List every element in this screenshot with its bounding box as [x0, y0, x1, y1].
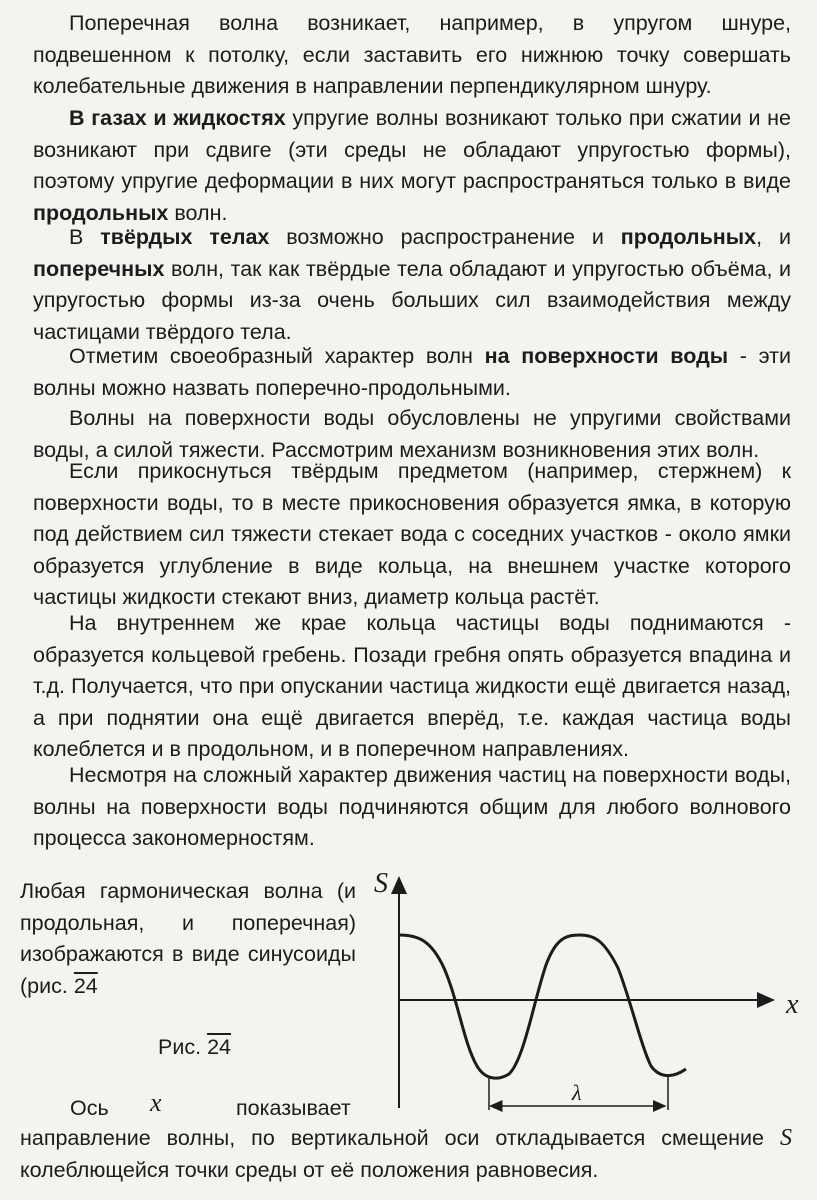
- textbook-page: Поперечная волна возникает, например, в упругом шнуре, подвешенном к потолку, если заставить его нижнюю точку совершать колебательные движения в направлении перпендикулярном шнуру. В газах и жидкостях упругие волны возникают только при сжатии и не возникают при сдвиге (эти среды не обладают упругостью формы), поэтому упругие деформации в них могут распространяться только в виде продольных волн. В твёрдых телах возможно распространение и продольных, и поперечных волн, так как твёрдые тела обладают и упругостью объёма, и упругостью формы из-за очень больших сил взаимодействия между частицами твёрдого тела. Отметим своеобразный характер волн на поверхности воды - эти волны можно назвать поперечно-продольными. Волны на поверхности воды обусловлены не упругими свойствами воды, а силой тяжести. Рассмотрим механизм возникновения этих волн. Если прикоснуться твёрдым предметом (например, стержнем) к поверхности воды, то в месте прикосновения образуется ямка, в которую под действием сил тяжести стекает вода с соседних участков - около ямки образуется углубление в виде кольца, на внешнем участке которого частицы жидкости стекают вниз, диаметр кольца растёт. На внутреннем же крае кольца частицы воды поднимаются - образуется кольцевой гребень. Позади гребня опять образуется впадина и т.д. Получается, что при опускании частица жидкости ещё двигается назад, а при поднятии она ещё двигается вперёд, т.е. каждая частица воды колеблется и в продольном, и в поперечном направлениях. Несмотря на сложный характер движения частиц на поверхности воды, волны на поверхности воды подчиняются общим для любого волнового процесса закономерностям. Любая гармоническая волна (и продольная, и поперечная) изображаются в виде синусоиды (рис. 24 Рис. 24 S x λ Ось x показывает направление волны, по вертикальной оси откладывается смещение S колеблющейся точки среды от её положения равновесия.: [0, 0, 817, 1200]
- paragraph-solids: В твёрдых телах возможно распространение и продольных, и поперечных волн, так как твёрдые тела обладают и упругостью объёма, и упругостью формы из-за очень больших сил взаимодействия между частицами твёрдого тела.: [33, 225, 791, 344]
- paragraph-mechanism: Если прикоснуться твёрдым предметом (например, стержнем) к поверхности воды, то в месте прикосновения образуется ямка, в которую под действием сил тяжести стекает вода с соседних участков - около ямки образуется углубление в виде кольца, на внешнем участке которого частицы жидкости стекают вниз, диаметр кольца растёт.: [33, 459, 791, 609]
- paragraph-inner-ring: На внутреннем же крае кольца частицы воды поднимаются - образуется кольцевой гребень. Позади гребня опять образуется впадина и т.д. Получается, что при опускании частица жидкости ещё двигается назад, а при поднятии она ещё двигается вперёд, т.е. каждая частица воды колеблется и в продольном, и в поперечном направлениях.: [33, 611, 791, 761]
- x-variable: x: [150, 1088, 162, 1117]
- paragraph-laws: Несмотря на сложный характер движения частиц на поверхности воды, волны на поверхности воды подчиняются общим для любого волнового процесса закономерностям.: [33, 763, 791, 850]
- figure-reference: 24: [73, 973, 98, 998]
- paragraph-axis-description: направление волны, по вертикальной оси откладывается смещение S колеблющейся точки среды от её положения равновесия.: [20, 1125, 792, 1182]
- figure-caption: Рис. 24: [158, 1035, 231, 1059]
- wavelength-label: λ: [572, 1080, 582, 1105]
- y-axis-label: S: [374, 868, 388, 899]
- x-axis-label: x: [786, 989, 799, 1020]
- paragraph-transverse-wave: Поперечная волна возникает, например, в упругом шнуре, подвешенном к потолку, если заставить его нижнюю точку совершать колебательные движения в направлении перпендикулярном шнуру.: [33, 11, 791, 98]
- paragraph-gravity: Волны на поверхности воды обусловлены не упругими свойствами воды, а силой тяжести. Рассмотрим механизм возникновения этих волн.: [33, 406, 791, 462]
- paragraph-gases-liquids: В газах и жидкостях упругие волны возникают только при сжатии и не возникают при сдвиге (эти среды не обладают упругостью формы), поэтому упругие деформации в них могут распространяться только в виде продольных волн.: [33, 106, 791, 225]
- sine-curve: [399, 935, 686, 1078]
- sinusoid-figure: [356, 868, 801, 1128]
- paragraph-water-surface: Отметим своеобразный характер волн на поверхности воды - эти волны можно назвать поперечно-продольными.: [33, 344, 792, 400]
- figure-description: Любая гармоническая волна (и продольная, и поперечная) изображаются в виде синусоиды (рис. 24: [20, 879, 356, 998]
- s-variable: S: [780, 1125, 792, 1151]
